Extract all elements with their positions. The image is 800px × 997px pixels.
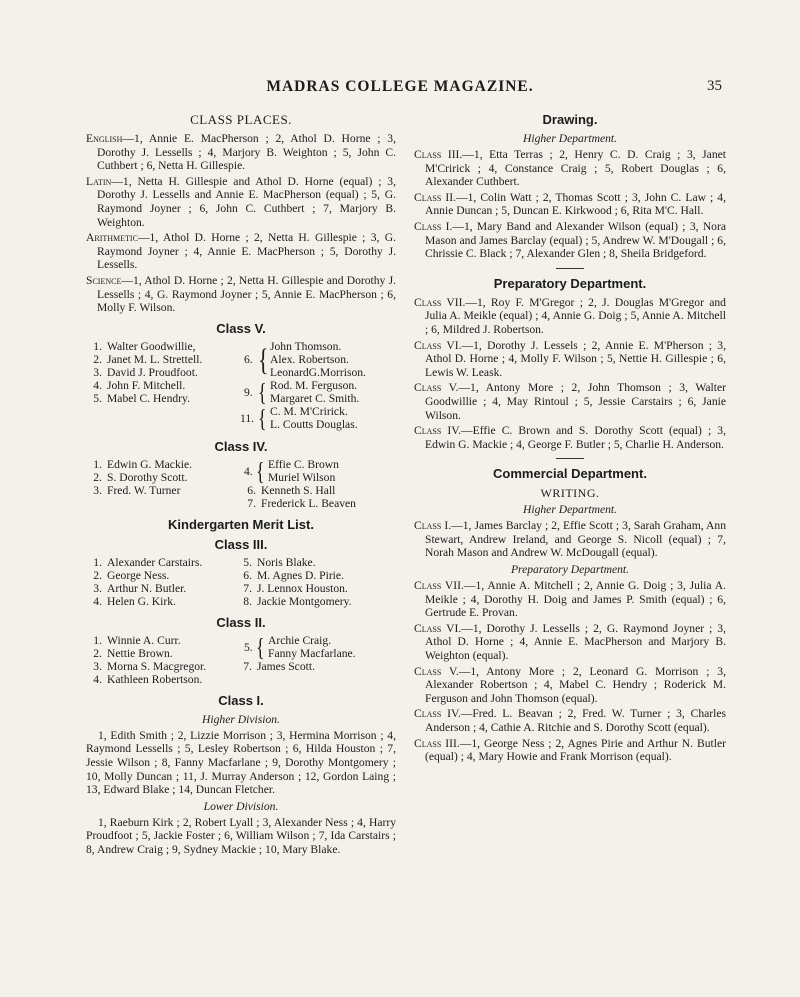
brace: { (258, 403, 267, 432)
latin-places (86, 175, 396, 229)
list-item: 4. Helen G. Kirk. (93, 594, 176, 608)
list-item: 1. Winnie A. Curr. (93, 633, 181, 647)
list-item: 1. Edwin G. Mackie. (93, 457, 193, 471)
list-item: 6. Kenneth S. Hall (247, 483, 336, 497)
drawing-subheading: Higher Department. (522, 132, 618, 145)
drawing-heading: Drawing. (542, 112, 598, 127)
class-places-heading: CLASS PLACES. (190, 112, 292, 127)
list-item: Effie C. Brown (268, 457, 339, 471)
list-item: 7. J. Lennox Houston. (243, 581, 348, 595)
brace: { (258, 341, 269, 377)
preparatory-heading: Preparatory Department. (493, 275, 647, 291)
list-item: Muriel Wilson (268, 470, 336, 484)
english-text: —1, Annie E. MacPherson ; 2, Athol D. Horne ; 3, Dorothy J. Lessells ; 4, Marjory B. Weighton ; 5, John C. Cuthbert ; 6, Netta H. Gillespie. (97, 132, 396, 173)
class-iv-heading: Class IV. (214, 438, 268, 454)
group-number: 6. (244, 352, 253, 366)
divider (556, 458, 584, 459)
prep-class-vii: Class VII.—1, Roy F. M'Gregor ; 2, J. Douglas M'Gregor and Julia A. Meikle (equal) ; 4, Annie G. Doig ; 5, Annie A. Mitchell ; 6, Mildred J. Robertson. (414, 295, 726, 336)
latin-text: —1, Netta H. Gillespie and Athol D. Horne (equal) ; 3, Dorothy J. Lessells and Annie E. MacPherson (equal) ; 5, G. Raymond Joyner ; 6, John C. Cuthbert ; 7, Marjory B. Weighton. (97, 174, 396, 229)
list-item: John Thomson. (270, 339, 342, 353)
list-item: L. Coutts Douglas. (270, 417, 358, 431)
list-item: 7. Frederick L. Beaven (247, 496, 356, 510)
list-item: Alex. Robertson. (270, 352, 349, 366)
list-item: 1. Alexander Carstairs. (93, 555, 203, 569)
drawing-class-ii: Class II.—1, Colin Watt ; 2, Thomas Scott ; 3, John C. Law ; 4, Annie Duncan ; 5, Duncan E. Kirkwood ; 6, Rita M'C. Hall. (414, 190, 726, 218)
commercial-class-i: Class I.—1, James Barclay ; 2, Effie Scott ; 3, Sarah Graham, Ann Stewart, Andrew Ireland, and George S. Nicoll (equal) ; 7, Norah Mason and Andrew W. McDougall (equal). (414, 519, 726, 560)
prep-class-iv: Class IV.—Effie C. Brown and S. Dorothy Scott (equal) ; 3, Edwin G. Mackie ; 4, George F. Butler ; 5, Charlie H. Anderson. (414, 424, 726, 451)
arithmetic-label: Arithmetic (86, 231, 138, 245)
divider (556, 268, 584, 269)
writing-heading: WRITING. (540, 486, 600, 501)
class-iii-heading: Class III. (214, 536, 268, 552)
list-item: 4. Kathleen Robertson. (93, 672, 203, 686)
list-item: 3. Fred. W. Turner (93, 483, 181, 497)
list-item: 1. Walter Goodwillie, (93, 339, 196, 353)
list-item: Archie Craig. (268, 633, 332, 647)
higher-division-text: 1, Edith Smith ; 2, Lizzie Morrison ; 3, Hermina Morrison ; 4, Raymond Lessells ; 5, Lesley Robertson ; 6, Hilda Houston ; 7, Jessie Wilson ; 8, Fanny Macfarlane ; 9, Dorothy Montgomery ; 10, Molly Duncan ; 11, J. Murray Anderson ; 12, Gordon Laing ; 13, Edward Blake ; 14, Duncan Fletcher. (86, 728, 396, 797)
commercial-class-iii: Class III.—1, George Ness ; 2, Agnes Pirie and Arthur N. Butler (equal) ; 4, Mary Howie and Frank Morrison (equal). (414, 736, 726, 764)
list-item: 7. James Scott. (243, 659, 315, 673)
list-item: 3. Morna S. Macgregor. (93, 659, 207, 673)
lower-division-text: 1, Raeburn Kirk ; 2, Robert Lyall ; 3, Alexander Ness ; 4, Harry Proudfoot ; 5, Jackie Foster ; 6, William Wilson ; 7, Ida Carstairs ; 8, Andrew Craig ; 9, Sydney Mackie ; 10, Mary Blake. (86, 815, 396, 856)
brace: { (256, 632, 265, 661)
class-i-heading: Class I. (218, 692, 264, 708)
commercial-class-vi: Class VI.—1, Dorothy J. Lessells ; 2, G. Raymond Joyner ; 3, Athol D. Horne ; 4, Annie E. MacPherson and Marjory B. Weighton (equal). (414, 621, 726, 663)
list-item: 6. M. Agnes D. Pirie. (243, 568, 344, 582)
commercial-class-iv: Class IV.—Fred. L. Beavan ; 2, Fred. W. Turner ; 3, Charles Anderson ; 4, Cathie A. Ritchie and S. Dorothy Scott (equal). (414, 707, 726, 734)
group-number: 11. (240, 411, 255, 425)
list-item: 3. Arthur N. Butler. (93, 581, 187, 595)
arithmetic-text: —1, Athol D. Horne ; 2, Netta H. Gillespie ; 3, G. Raymond Joyner ; 4, Annie E. MacPherson ; 5, Dorothy J. Lessells. (97, 231, 396, 272)
brace: { (256, 456, 265, 485)
class-v-list (86, 341, 396, 433)
science-text: —1, Athol D. Horne ; 2, Netta H. Gillespie and Dorothy J. Lessells ; 4, G. Raymond Joyner ; 5, Annie E. MacPherson ; 6, Molly F. Wilson. (97, 273, 396, 315)
science-places (86, 274, 396, 315)
brace: { (258, 377, 267, 406)
class-ii-list (86, 632, 396, 687)
list-item: 5. Noris Blake. (243, 555, 316, 569)
commercial-heading: Commercial Department. (493, 466, 647, 482)
english-places (86, 132, 396, 173)
list-item: 2. Janet M. L. Strettell. (93, 352, 203, 366)
page-number: 35 (707, 78, 722, 94)
latin-label: Latin (86, 174, 112, 188)
group-number: 9. (244, 385, 253, 399)
kindergarten-heading: Kindergarten Merit List. (168, 516, 314, 532)
list-item: 3. David J. Proudfoot. (93, 365, 198, 379)
class-iv-list (86, 456, 396, 511)
commercial-class-vii: Class VII.—1, Annie A. Mitchell ; 2, Annie G. Doig ; 3, Julia A. Meikle ; 4, Dorothy H. Doig and James P. Smith (equal) ; 6, Gertrude E. Provan. (414, 579, 726, 620)
right-column (414, 108, 726, 766)
group-number: 5. (244, 640, 253, 654)
drawing-class-iii: Class III.—1, Etta Terras ; 2, Henry C. D. Craig ; 3, Janet M'Cririck ; 4, Constance Craig ; 5, Robert Douglas ; 6, Alexander Cuthbert. (414, 148, 726, 189)
running-head: MADRAS COLLEGE MAGAZINE. (266, 78, 534, 95)
list-item: Fanny Macfarlane. (268, 646, 356, 660)
list-item: Rod. M. Ferguson. (270, 378, 358, 392)
class-v-heading: Class V. (216, 320, 266, 336)
list-item: C. M. M'Cririck. (270, 404, 348, 418)
higher-division-heading: Higher Division. (202, 712, 280, 726)
list-item: LeonardG.Morrison. (270, 365, 366, 379)
prep-class-v: Class V.—1, Antony More ; 2, John Thomson ; 3, Walter Goodwillie ; 4, May Rintoul ; 5, Jessie Carstairs ; 6, Janie Wilson. (414, 381, 726, 422)
left-column (86, 108, 396, 858)
commercial-class-v: Class V.—1, Antony More ; 2, Leonard G. Morrison ; 3, Alexander Robertson ; 4, Mabel C. Hendry ; Roderick M. Ferguson and John Thomson (equal). (414, 664, 726, 705)
list-item: 5. Mabel C. Hendry. (93, 391, 190, 405)
list-item: 2. George Ness. (93, 568, 170, 582)
science-label: Science (86, 273, 122, 287)
list-item: 2. S. Dorothy Scott. (93, 470, 188, 484)
prep-class-vi: Class VI.—1, Dorothy J. Lessels ; 2, Annie E. M'Pherson ; 3, Athol D. Horne ; 4, Molly F. Wilson ; 5, Nettie H. Gillespie ; 6, Lewis W. Leask. (414, 338, 726, 379)
drawing-class-i: Class I.—1, Mary Band and Alexander Wilson (equal) ; 3, Nora Mason and James Barclay (equal) ; 5, Andrew W. M'Dougall ; 6, Chrissie C. Black ; 7, Alexander Glen ; 8, Sheila Bridgeford. (414, 219, 726, 261)
list-item: 8. Jackie Montgomery. (243, 594, 352, 608)
english-label: English (86, 132, 123, 145)
list-item: 2. Nettie Brown. (93, 646, 173, 660)
lower-division-heading: Lower Division. (203, 799, 279, 813)
class-iii-list (86, 557, 396, 609)
group-number: 4. (244, 464, 253, 478)
list-item: 4. John F. Mitchell. (93, 378, 186, 392)
class-ii-heading: Class II. (216, 614, 266, 630)
arithmetic-places (86, 231, 396, 272)
commercial-prep-subheading: Preparatory Department. (510, 563, 630, 577)
list-item: Margaret C. Smith. (270, 391, 360, 405)
commercial-higher-subheading: Higher Department. (522, 503, 618, 517)
